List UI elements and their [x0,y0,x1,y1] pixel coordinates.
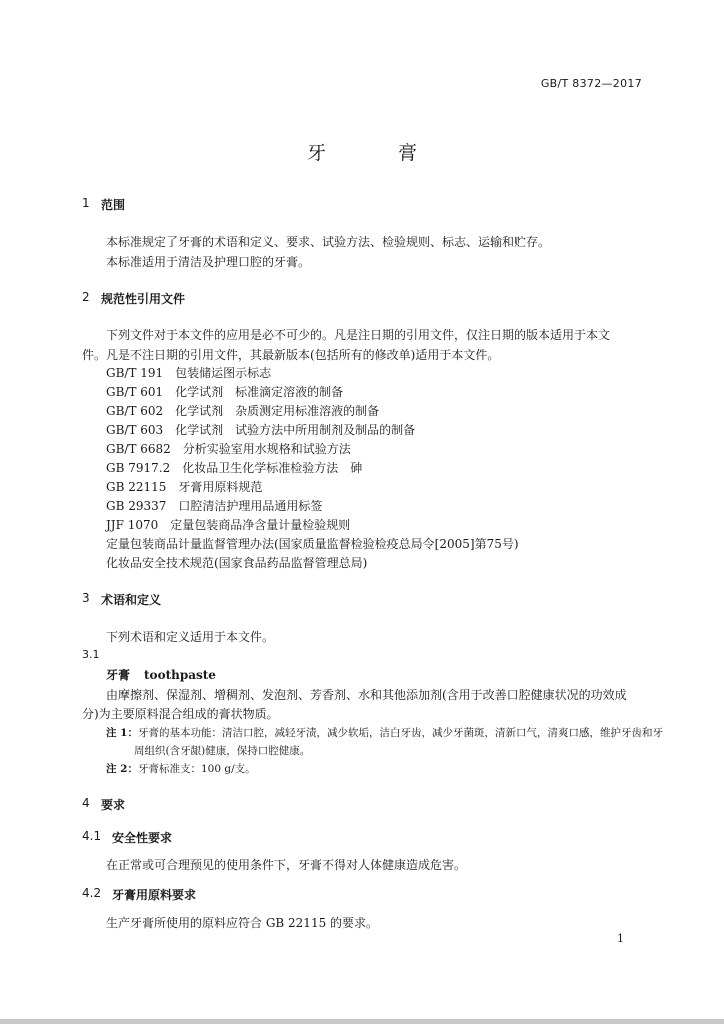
reference-item: GB/T 602 化学试剂 杂质测定用标准溶液的制备 [106,404,380,418]
reference-item: GB/T 6682 分析实验室用水规格和试验方法 [106,442,351,456]
term-heading [106,666,216,683]
reference-item: 化妆品安全技术规范(国家食品药品监督管理总局) [106,556,368,570]
paragraph: 本标准适用于清洁及护理口腔的牙膏。 [106,255,311,269]
clause-number: 3.1 [82,648,100,661]
paragraph: 件。凡是不注日期的引用文件，其最新版本(包括所有的修改单)适用于本文件。 [82,348,500,362]
reference-item: GB/T 191 包装储运图示标志 [106,366,272,380]
paragraph: 下列文件对于本文件的应用是必不可少的。凡是注日期的引用文件，仅注日期的版本适用于本文 [106,328,611,342]
standard-number-header: GB/T 8372—2017 [540,77,642,90]
note-2: 注 2：牙膏标准支：100 g/支。 [106,763,256,775]
reference-item: GB 29337 口腔清洁护理用品通用标签 [106,499,323,513]
term-chinese: 牙膏 [106,668,131,682]
reference-item: GB/T 601 化学试剂 标准滴定溶液的制备 [106,385,344,399]
definition-text: 分)为主要原料混合组成的膏状物质。 [82,707,279,721]
document-title [0,138,724,165]
note-label: 注 1： [106,727,138,739]
page-bottom-edge [0,1019,724,1024]
paragraph: 下列术语和定义适用于本文件。 [106,630,275,644]
paragraph: 在正常或可合理预见的使用条件下，牙膏不得对人体健康造成危害。 [106,858,467,872]
note-label: 注 2： [106,763,138,775]
definition-text: 由摩擦剂、保湿剂、增稠剂、发泡剂、芳香剂、水和其他添加剂(含用于改善口腔健康状况的功效成 [106,688,627,702]
page-number: 1 [617,932,624,945]
reference-item: GB 7917.2 化妆品卫生化学标准检验方法 砷 [106,461,363,475]
title-char-1: 牙 [306,142,326,164]
paragraph: 生产牙膏所使用的原料应符合 GB 22115 的要求。 [106,916,379,930]
paragraph: 本标准规定了牙膏的术语和定义、要求、试验方法、检验规则、标志、运输和贮存。 [106,235,551,249]
title-char-2: 膏 [398,142,418,164]
reference-item: GB/T 603 化学试剂 试验方法中所用制剂及制品的制备 [106,423,416,437]
note-1: 注 1：牙膏的基本功能：清洁口腔，减轻牙渍，减少软垢，洁白牙齿，减少牙菌斑，清新口气，清爽口感，维护牙齿和牙 [106,727,663,739]
term-english: toothpaste [144,668,216,682]
reference-item: JJF 1070 定量包装商品净含量计量检验规则 [106,518,351,532]
reference-item: 定量包装商品计量监督管理办法(国家质量监督检验检疫总局令[2005]第75号) [106,537,519,551]
note-1-continuation: 周组织(含牙龈)健康，保持口腔健康。 [134,745,311,757]
reference-item: GB 22115 牙膏用原料规范 [106,480,263,494]
